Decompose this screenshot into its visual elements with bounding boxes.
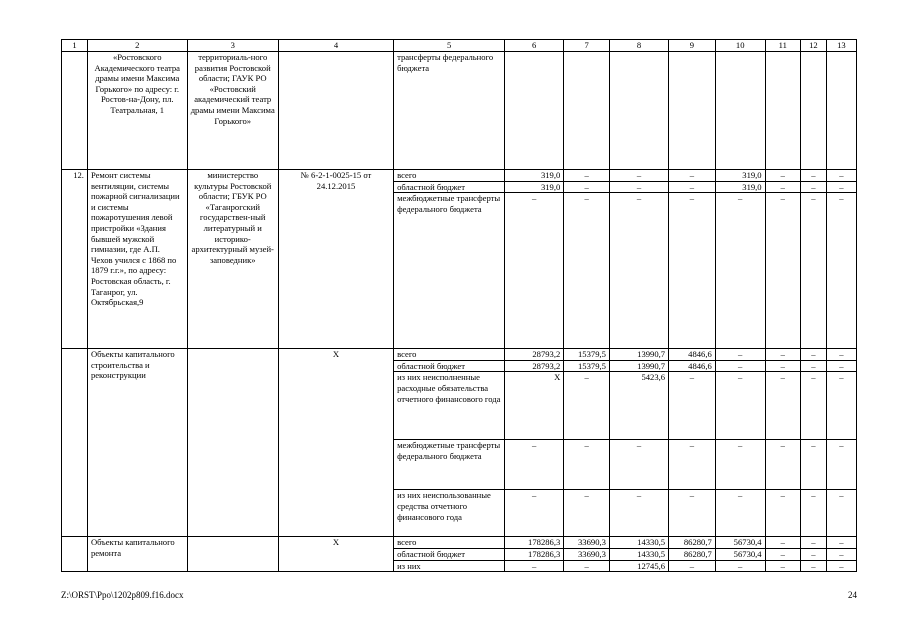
value-cell: – [800,548,826,560]
recipient-cell: министерство культуры Ростовской области; ГБУК РО «Таганрогский государствен-ный литературный и историко-архитектурный музей-заповедник» [187,170,278,349]
column-number: 10 [715,40,765,52]
value-cell: – [765,548,800,560]
value-cell: – [765,181,800,193]
column-number: 4 [278,40,393,52]
value-cell: 5423,6 [609,372,668,440]
value-cell: 13990,7 [609,360,668,372]
value-cell: – [669,372,716,440]
capital-repair-block [62,537,857,572]
funding-source-label: из них неисполненные расходные обязательства отчетного финансового года [394,372,505,440]
object-name-cell: Объекты капитального строительства и реконструкции [87,349,187,537]
value-cell: – [826,372,856,440]
value-cell: – [669,490,716,537]
table-row [62,52,857,170]
value-cell: – [800,170,826,182]
value-cell: – [564,560,610,572]
funding-source-label: межбюджетные трансферты федерального бюджета [394,440,505,490]
value-cell: – [564,440,610,490]
value-cell: – [826,548,856,560]
value-cell: X [505,372,564,440]
value-cell: – [826,181,856,193]
value-cell: – [715,440,765,490]
file-path: Z:\ORST\Ppo\1202p809.f16.docx [61,590,184,600]
column-number-row [62,40,857,52]
value-cell: – [564,490,610,537]
column-number: 3 [187,40,278,52]
value-cell: – [800,537,826,549]
value-cell: 12745,6 [609,560,668,572]
value-cell: – [715,372,765,440]
column-number: 2 [87,40,187,52]
value-cell: – [564,372,610,440]
value-cell: – [609,440,668,490]
value-cell: – [826,490,856,537]
value-cell: 319,0 [715,181,765,193]
value-cell: – [765,349,800,361]
value-cell: – [800,372,826,440]
value-cell: 86280,7 [669,548,716,560]
value-cell: – [669,170,716,182]
funding-source-label: областной бюджет [394,548,505,560]
object-name-cell: Объекты капитального ремонта [87,537,187,572]
funding-source-label: из них неиспользованные средства отчетного финансового года [394,490,505,537]
value-cell: 14330,5 [609,537,668,549]
value-cell: – [765,193,800,349]
funding-source-label: всего [394,170,505,182]
recipient-cell [187,537,278,572]
table-row [62,537,857,549]
capital-construction-block [62,349,857,537]
report-table [61,39,857,572]
value-cell: – [609,181,668,193]
row-number: 12. [62,170,88,349]
page-number: 24 [848,590,857,600]
value-cell: – [800,490,826,537]
value-cell: – [564,181,610,193]
value-cell: – [669,440,716,490]
value-cell: – [505,440,564,490]
value-cell: – [505,490,564,537]
document-cell: X [278,349,393,537]
value-cell: 319,0 [715,170,765,182]
funding-source-label: всего [394,349,505,361]
row-number [62,537,88,572]
value-cell: – [800,440,826,490]
row-number [62,349,88,537]
value-cell: – [826,360,856,372]
value-cell: – [826,440,856,490]
recipient-cell [187,349,278,537]
value-cell: 86280,7 [669,537,716,549]
value-cell: 14330,5 [609,548,668,560]
column-number: 9 [669,40,716,52]
value-cell: 56730,4 [715,548,765,560]
document-cell: № 6-2-1-0025-15 от 24.12.2015 [278,170,393,349]
value-cell: – [669,560,716,572]
column-number: 1 [62,40,88,52]
column-number: 8 [609,40,668,52]
funding-source-label: из них [394,560,505,572]
value-cell: – [505,560,564,572]
value-cell: – [826,349,856,361]
value-cell: 33690,3 [564,548,610,560]
value-cell: – [564,170,610,182]
column-number: 13 [826,40,856,52]
column-number: 12 [800,40,826,52]
value-cell: – [765,560,800,572]
value-cell: – [800,349,826,361]
object-name-cell: Ремонт системы вентиляции, системы пожарной сигнализации и системы пожаротушения левой пристройки «Здания бывшей мужской гимназии, где А.П. Чехов учился с 1868 по 1879 г.г.», по адресу: Ростовская область, г. Таганрог, ул. Октябрьская,9 [87,170,187,349]
value-cell: – [800,193,826,349]
value-cell: – [609,490,668,537]
table-row [62,170,857,182]
value-cell: – [715,490,765,537]
value-cell: – [765,440,800,490]
recipient-cell: территориаль-ного развития Ростовской области; ГАУК РО «Ростовский академический театр драмы имени Максима Горького» [187,52,278,170]
value-cell: – [765,170,800,182]
table-row [62,349,857,361]
value-cell: – [800,560,826,572]
value-cell: 178286,3 [505,537,564,549]
funding-source-label: областной бюджет [394,181,505,193]
value-cell: 319,0 [505,170,564,182]
funding-source-label: всего [394,537,505,549]
value-cell: – [826,560,856,572]
value-cell: – [765,490,800,537]
value-cell: – [715,360,765,372]
value-cell: – [800,360,826,372]
funding-source-label: межбюджетные трансферты федерального бюджета [394,193,505,349]
value-cell: – [826,537,856,549]
document-cell: X [278,537,393,572]
value-cell: – [765,372,800,440]
value-cell: – [609,170,668,182]
value-cell: – [826,193,856,349]
column-number: 7 [564,40,610,52]
funding-source-label: областной бюджет [394,360,505,372]
value-cell: 28793,2 [505,349,564,361]
value-cell: – [715,193,765,349]
value-cell: 15379,5 [564,360,610,372]
value-cell: – [715,349,765,361]
value-cell: – [765,360,800,372]
column-number: 6 [505,40,564,52]
value-cell: – [669,193,716,349]
value-cell: 4846,6 [669,349,716,361]
object-12-block [62,170,857,349]
value-cell: – [800,181,826,193]
value-cell: – [765,537,800,549]
value-cell: 319,0 [505,181,564,193]
value-cell: – [669,181,716,193]
value-cell: 33690,3 [564,537,610,549]
value-cell: – [505,193,564,349]
value-cell: – [715,560,765,572]
value-cell: 15379,5 [564,349,610,361]
value-cell: 4846,6 [669,360,716,372]
value-cell: 28793,2 [505,360,564,372]
column-number: 11 [765,40,800,52]
value-cell: 178286,3 [505,548,564,560]
column-number: 5 [394,40,505,52]
value-cell: – [826,170,856,182]
object-name-cell: «Ростовского Академического театра драмы имени Максима Горького» по адресу: г. Ростов-на-Дону, пл. Театральная, 1 [87,52,187,170]
value-cell: 13990,7 [609,349,668,361]
source-cell: трансферты федерального бюджета [394,52,505,170]
value-cell: – [564,193,610,349]
value-cell: – [609,193,668,349]
value-cell: 56730,4 [715,537,765,549]
